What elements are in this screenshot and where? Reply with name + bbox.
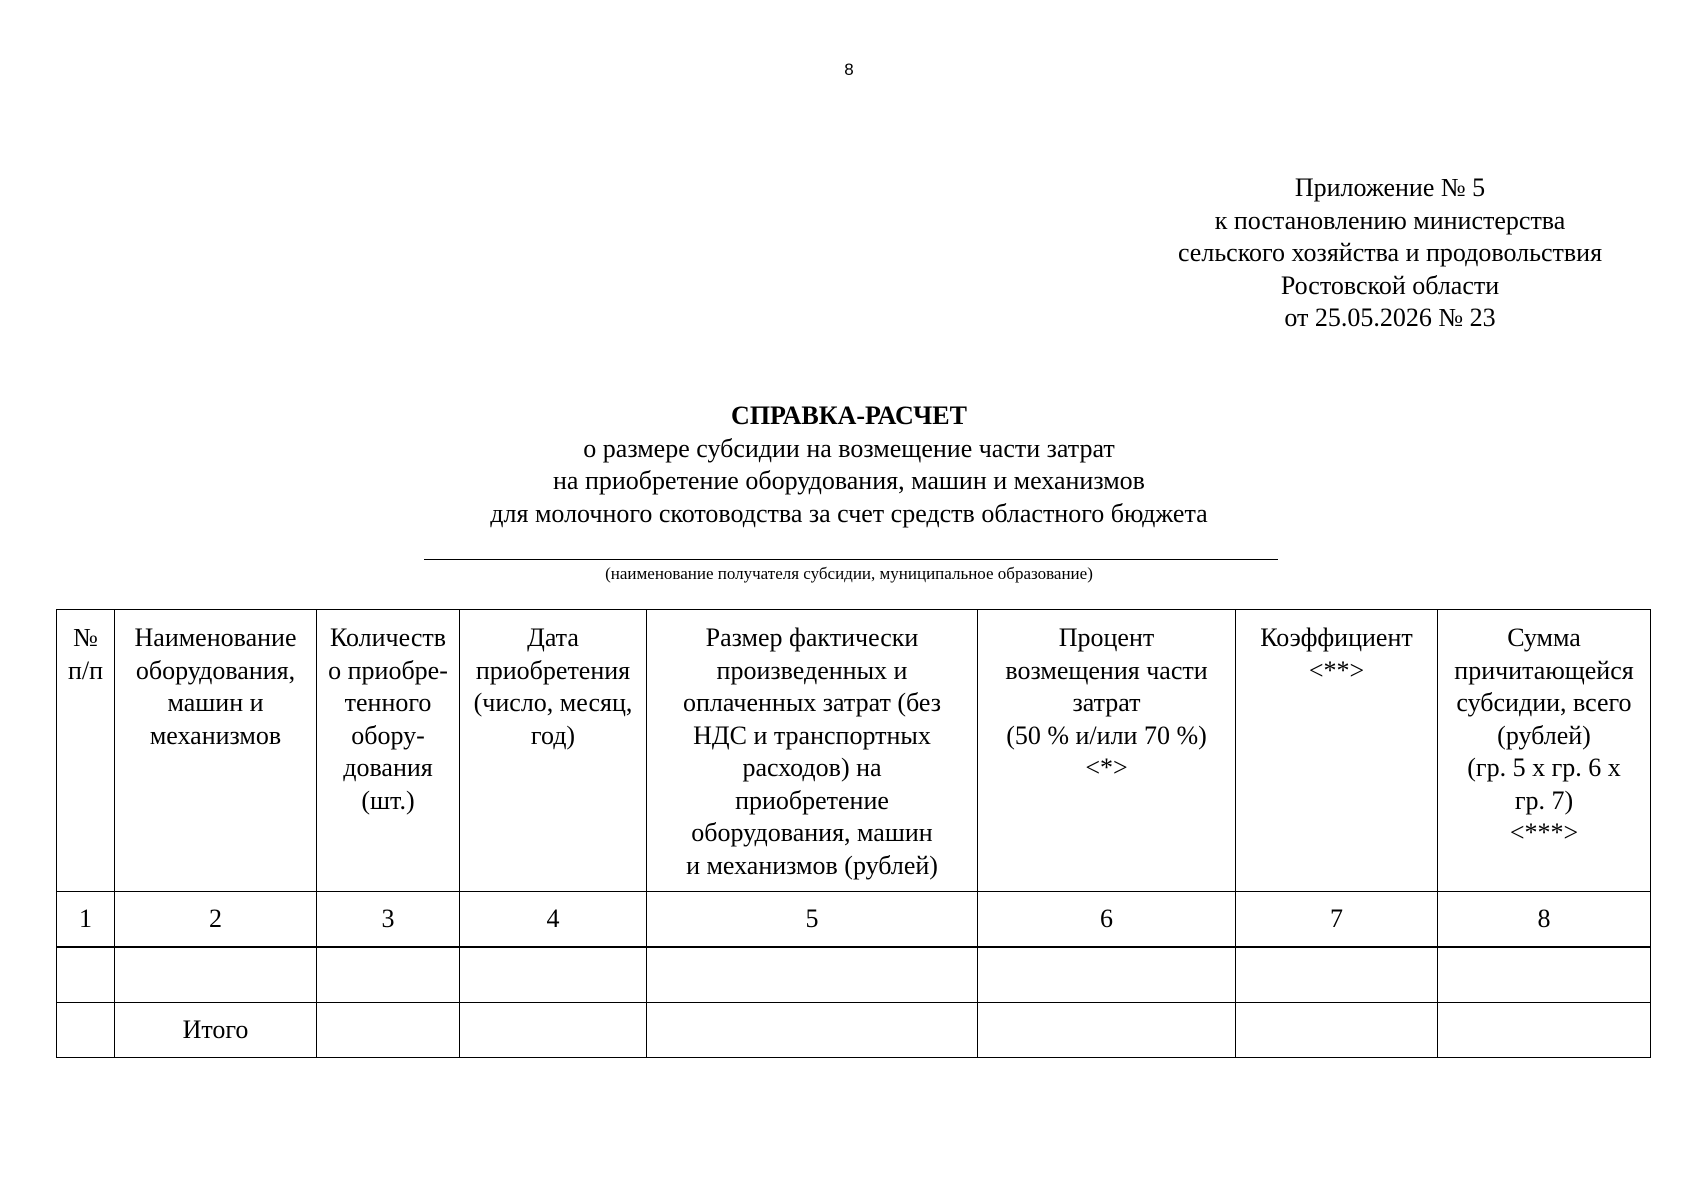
- recipient-caption: (наименование получателя субсидии, муниципальное образование): [605, 564, 1093, 583]
- header-cell: [460, 610, 647, 892]
- header-line: НДС и транспортных: [693, 720, 931, 750]
- header-cell: [317, 610, 460, 892]
- header-line: Размер фактически: [705, 623, 919, 652]
- table-cell[interactable]: [115, 947, 317, 1003]
- document-title-block: [0, 400, 1698, 530]
- header-line: (50 % и/или 70 %): [1006, 720, 1207, 750]
- header-line: гр. 7): [1514, 785, 1574, 815]
- page-number: 8: [844, 60, 854, 79]
- appendix-line: сельского хозяйства и продовольствия: [1177, 238, 1603, 267]
- header-row: [57, 610, 1651, 892]
- header-line: <*>: [1085, 753, 1128, 782]
- column-number-cell: 3: [317, 892, 460, 948]
- table-cell[interactable]: [1438, 947, 1651, 1003]
- header-line: (число, месяц,: [473, 688, 633, 717]
- appendix-line: Приложение № 5: [1294, 173, 1486, 202]
- calculation-table: [56, 609, 1651, 1058]
- header-cell: [978, 610, 1236, 892]
- header-line: год): [530, 720, 576, 750]
- appendix-line: Ростовской области: [1280, 270, 1500, 300]
- column-number-cell: 4: [460, 892, 647, 948]
- table-cell[interactable]: [1236, 947, 1438, 1003]
- table-cell[interactable]: [978, 947, 1236, 1003]
- header-line: (гр. 5 х гр. 6 х: [1467, 753, 1621, 782]
- header-line: <**>: [1308, 655, 1365, 685]
- header-cell: [115, 610, 317, 892]
- column-number-cell: 5: [647, 892, 978, 948]
- header-line: приобретения: [475, 655, 631, 685]
- appendix-line: к постановлению министерства: [1214, 205, 1566, 235]
- table-cell[interactable]: [317, 947, 460, 1003]
- header-line: Количеств: [329, 623, 447, 652]
- total-label: Итого: [115, 1003, 317, 1058]
- header-line: оборудования,: [135, 655, 296, 685]
- table-cell[interactable]: [978, 1003, 1236, 1058]
- header-line: Коэффициент: [1260, 623, 1413, 652]
- header-line: субсидии, всего: [1456, 688, 1632, 717]
- table-cell[interactable]: [1236, 1003, 1438, 1058]
- header-line: приобретение: [735, 785, 889, 815]
- appendix-block: [1130, 172, 1650, 335]
- table-row: [57, 947, 1651, 1003]
- total-row: [57, 1003, 1651, 1058]
- header-line: механизмов: [149, 720, 282, 750]
- table-cell[interactable]: [460, 1003, 647, 1058]
- header-line: расходов) на: [742, 753, 882, 782]
- column-number-row: [57, 892, 1651, 948]
- column-number-cell: 8: [1438, 892, 1651, 948]
- header-line: Дата: [527, 623, 579, 652]
- header-line: Наименование: [134, 623, 297, 652]
- header-line: п/п: [67, 655, 104, 685]
- header-line: дования: [343, 753, 433, 782]
- header-line: (рублей): [1497, 720, 1591, 750]
- header-line: Процент: [1058, 623, 1155, 652]
- column-number-cell: 2: [115, 892, 317, 948]
- column-number-cell: 6: [978, 892, 1236, 948]
- column-number-cell: 7: [1236, 892, 1438, 948]
- header-cell: [647, 610, 978, 892]
- document-subtitle-line: для молочного скотоводства за счет средств областного бюджета: [490, 498, 1208, 528]
- header-line: возмещения части: [1005, 655, 1208, 685]
- header-cell: [57, 610, 115, 892]
- header-line: оборудования, машин: [691, 818, 933, 847]
- document-title: СПРАВКА-РАСЧЕТ: [731, 401, 967, 430]
- header-line: машин и: [167, 688, 264, 717]
- header-line: №: [73, 623, 98, 652]
- table-cell[interactable]: [57, 947, 115, 1003]
- header-line: причитающейся: [1454, 655, 1634, 685]
- appendix-line: от 25.05.2026 № 23: [1284, 303, 1496, 332]
- table-cell[interactable]: [1438, 1003, 1651, 1058]
- document-subtitle-line: о размере субсидии на возмещение части затрат: [583, 433, 1115, 463]
- document-subtitle-line: на приобретение оборудования, машин и механизмов: [553, 466, 1145, 495]
- header-line: обору-: [351, 720, 425, 750]
- header-line: <***>: [1509, 818, 1579, 847]
- header-line: произведенных и: [716, 655, 908, 685]
- table-cell[interactable]: [317, 1003, 460, 1058]
- table-cell[interactable]: [647, 947, 978, 1003]
- header-line: тенного: [344, 688, 432, 717]
- table-cell[interactable]: [57, 1003, 115, 1058]
- header-cell: [1438, 610, 1651, 892]
- header-cell: [1236, 610, 1438, 892]
- column-number-cell: 1: [57, 892, 115, 948]
- header-line: о приобре-: [328, 655, 448, 685]
- recipient-name-line: [424, 559, 1278, 560]
- header-line: оплаченных затрат (без: [682, 688, 942, 717]
- header-line: затрат: [1072, 688, 1141, 717]
- table-cell[interactable]: [460, 947, 647, 1003]
- header-line: Сумма: [1507, 623, 1581, 652]
- header-line: (шт.): [361, 785, 415, 815]
- table-cell[interactable]: [647, 1003, 978, 1058]
- header-line: и механизмов (рублей): [686, 850, 938, 880]
